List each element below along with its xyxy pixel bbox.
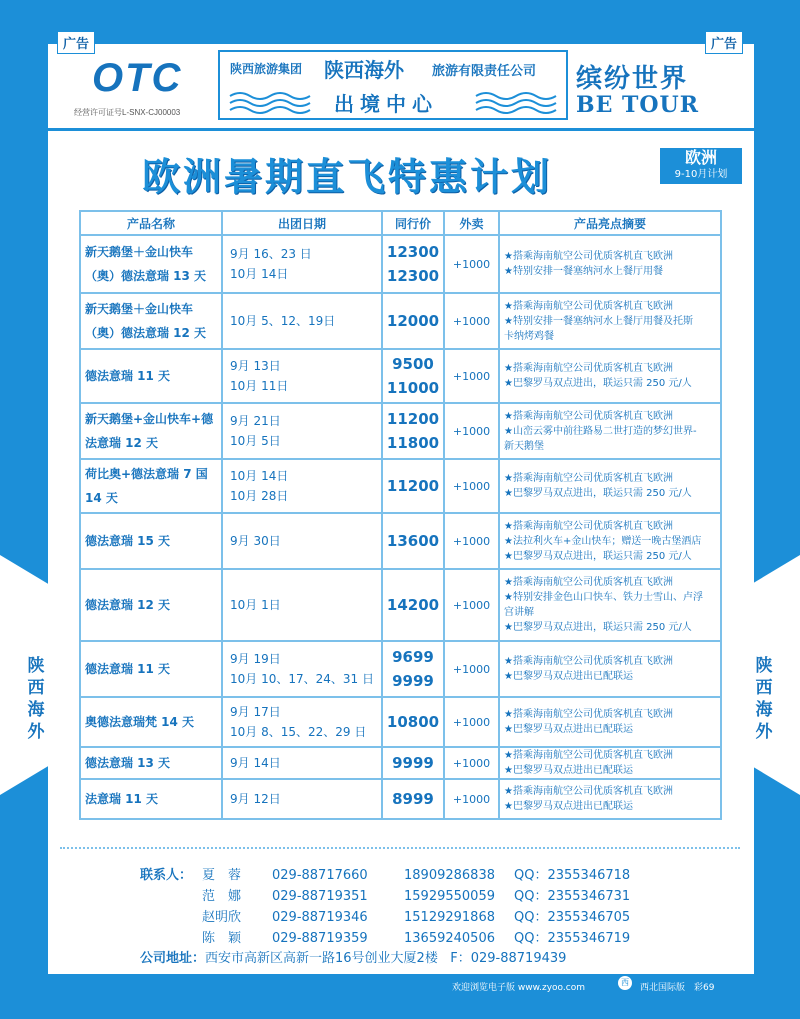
departure-dates-cell: [222, 403, 382, 459]
product-name-cell: 德法意瑞 15 天: [80, 513, 222, 569]
header-divider: [48, 128, 754, 131]
retail-markup-cell: +1000: [444, 349, 499, 403]
contact-row: [140, 906, 654, 925]
highlight-line: ★巴黎罗马双点进出，联运只需 250 元/人: [504, 378, 692, 389]
departure-date: 10月 11日: [230, 379, 289, 393]
highlight-line: ★巴黎罗马双点进出，联运只需 250 元/人: [504, 550, 692, 562]
contact-mobile: 13659240506: [404, 931, 495, 946]
table-row: [80, 349, 721, 403]
departure-date: 9月 17日: [230, 705, 281, 719]
region-badge: [660, 148, 742, 184]
departure-date: 9月 19日: [230, 652, 281, 666]
retail-markup-cell: +1000: [444, 235, 499, 293]
departure-date: 9月 12日: [230, 792, 281, 806]
table-row: [80, 513, 721, 569]
trade-price-cell: [382, 641, 444, 697]
trade-price-cell: [382, 235, 444, 293]
product-name-cell: 新天鹅堡＋金山快车（奥）德法意瑞 12 天: [80, 293, 222, 349]
highlights-cell: [499, 235, 721, 293]
departure-dates-cell: [222, 641, 382, 697]
trade-price: 14200: [386, 596, 440, 614]
company-name: 旅游有限责任公司: [432, 64, 537, 79]
contact-mobile: 15129291868: [404, 910, 495, 925]
contact-name: 赵明欣: [202, 910, 242, 925]
highlight-line: ★搭乘海南航空公司优质客机直飞欧洲: [504, 520, 673, 532]
highlights-cell: [499, 403, 721, 459]
highlights-cell: [499, 459, 721, 513]
highlight-line: ★巴黎罗马双点进出，联运只需 250 元/人: [504, 622, 692, 633]
wave-icon-left: [228, 88, 318, 116]
group-name: 陕西旅游集团: [230, 62, 303, 76]
departure-dates-cell: [222, 569, 382, 641]
contact-name: 夏 蓉: [202, 868, 242, 883]
highlights-cell: [499, 293, 721, 349]
highlights-cell: [499, 569, 721, 641]
product-name-cell: 新天鹅堡+金山快车+德法意瑞 12 天: [80, 403, 222, 459]
contact-phone: 029-88717660: [272, 868, 368, 883]
highlight-line: ★搭乘海南航空公司优质客机直飞欧洲: [504, 656, 673, 667]
trade-price-cell: [382, 403, 444, 459]
departure-date: 9月 14日: [230, 756, 281, 770]
product-name-cell: 德法意瑞 13 天: [80, 747, 222, 779]
tour-plan-table: [79, 210, 722, 820]
product-name-cell: 新天鹅堡＋金山快车（奥）德法意瑞 13 天: [80, 235, 222, 293]
highlight-line: ★搭乘海南航空公司优质客机直飞欧洲: [504, 363, 673, 374]
contact-name: 陈 颖: [202, 931, 242, 946]
table-row: [80, 403, 721, 459]
table-row: [80, 569, 721, 641]
retail-markup-cell: +1000: [444, 569, 499, 641]
contact-phone: 029-88719346: [272, 910, 368, 925]
trade-price-cell: [382, 293, 444, 349]
col-header-retail: 外卖: [444, 211, 499, 235]
product-name-cell: 法意瑞 11 天: [80, 779, 222, 819]
departure-date: 9月 30日: [230, 534, 281, 548]
retail-markup-cell: +1000: [444, 641, 499, 697]
be-tour-logo-cn: 缤纷世界: [576, 64, 689, 94]
trade-price-cell: [382, 349, 444, 403]
highlight-line: ★搭乘海南航空公司优质客机直飞欧洲: [504, 750, 673, 761]
northwest-logo-icon: 西: [618, 976, 632, 990]
col-header-price: 同行价: [382, 211, 444, 235]
highlight-line: ★搭乘海南航空公司优质客机直飞欧洲: [504, 709, 673, 720]
trade-price: 12000: [386, 312, 440, 330]
trade-price: 9999: [392, 672, 434, 690]
departure-dates-cell: [222, 235, 382, 293]
address-label: 公司地址：: [140, 951, 206, 966]
license-number: 经营许可证号L-SNX-CJ00003: [74, 108, 181, 117]
trade-price-cell: [382, 459, 444, 513]
retail-markup-cell: +1000: [444, 697, 499, 747]
footer-website: 欢迎浏览电子版 www.zyoo.com: [452, 983, 585, 993]
col-header-highlights: 产品亮点摘要: [499, 211, 721, 235]
highlight-line: ★搭乘海南航空公司优质客机直飞欧洲: [504, 251, 673, 262]
trade-price: 10800: [386, 713, 440, 731]
departure-date: 10月 28日: [230, 489, 289, 503]
table-row: [80, 697, 721, 747]
retail-markup-cell: +1000: [444, 513, 499, 569]
contact-phone: 029-88719359: [272, 931, 368, 946]
brand-name: 陕西海外: [324, 58, 404, 82]
table-row: [80, 641, 721, 697]
company-address: [140, 947, 566, 966]
col-header-product: 产品名称: [80, 211, 222, 235]
departure-date: 10月 5日: [230, 434, 281, 448]
table-row: [80, 779, 721, 819]
departure-dates-cell: [222, 459, 382, 513]
trade-price: 11800: [386, 434, 440, 452]
otc-logo: OTC: [92, 56, 183, 100]
highlight-line: ★特别安排金色山口快车、铁力士雪山、卢浮: [504, 592, 703, 603]
contact-phone: 029-88719351: [272, 889, 368, 904]
highlight-line: 宫讲解: [504, 607, 534, 618]
contact-qq: QQ：2355346705: [514, 910, 631, 925]
departure-date: 10月 14日: [230, 469, 289, 483]
contact-mobile: 18909286838: [404, 868, 495, 883]
highlight-line: ★巴黎罗马双点进出已配联运: [504, 801, 633, 812]
highlight-line: ★搭乘海南航空公司优质客机直飞欧洲: [504, 300, 673, 312]
highlight-line: ★搭乘海南航空公司优质客机直飞欧洲: [504, 410, 673, 422]
highlight-line: ★搭乘海南航空公司优质客机直飞欧洲: [504, 786, 673, 797]
highlight-line: ★巴黎罗马双点进出已配联运: [504, 765, 633, 776]
agency-header-box: [218, 50, 568, 120]
departure-dates-cell: [222, 349, 382, 403]
trade-price: 8999: [392, 790, 434, 808]
product-name-cell: 德法意瑞 11 天: [80, 349, 222, 403]
departure-date: 10月 10、17、24、31 日: [230, 672, 374, 686]
trade-price: 12300: [386, 267, 440, 285]
retail-markup-cell: +1000: [444, 293, 499, 349]
departure-dates-cell: [222, 513, 382, 569]
contact-row: [140, 885, 654, 904]
retail-markup-cell: +1000: [444, 459, 499, 513]
highlight-line: 卡纳烤鸡餐: [504, 330, 554, 342]
footer-divider: [60, 847, 740, 849]
departure-date: 10月 1日: [230, 598, 281, 612]
table-row: [80, 235, 721, 293]
trade-price: 11200: [386, 477, 440, 495]
col-header-dates: 出团日期: [222, 211, 382, 235]
table-body: [80, 235, 721, 819]
trade-price: 13600: [386, 532, 440, 550]
table-row: [80, 747, 721, 779]
footer-edition: 西北国际版 彩69: [640, 983, 715, 993]
departure-dates-cell: [222, 747, 382, 779]
highlight-line: ★山峦云雾中前往路易二世打造的梦幻世界-: [504, 425, 697, 437]
trade-price: 9699: [392, 648, 434, 666]
contact-qq: QQ：2355346718: [514, 868, 631, 883]
highlight-line: ★法拉利火车+金山快车；赠送一晚古堡酒店: [504, 535, 702, 547]
table-row: [80, 293, 721, 349]
contact-name: 范 娜: [202, 889, 242, 904]
trade-price-cell: [382, 747, 444, 779]
side-label-left: 陕 西 海 外: [27, 656, 45, 742]
departure-date: 10月 14日: [230, 267, 289, 281]
contact-mobile: 15929550059: [404, 889, 495, 904]
retail-markup-cell: +1000: [444, 779, 499, 819]
departure-date: 9月 16、23 日: [230, 247, 312, 261]
trade-price: 9999: [392, 754, 434, 772]
side-label-right: 陕 西 海 外: [755, 656, 773, 742]
highlight-line: ★特别安排一餐塞纳河水上餐厅用餐: [504, 266, 663, 277]
highlights-cell: [499, 513, 721, 569]
ad-label-right: 广告: [705, 31, 743, 54]
highlight-line: ★巴黎罗马双点进出已配联运: [504, 724, 633, 735]
retail-markup-cell: +1000: [444, 403, 499, 459]
department-name: 出境中心: [334, 92, 438, 116]
contact-row: [140, 927, 654, 946]
page-title: 欧洲暑期直飞特惠计划: [142, 155, 553, 199]
product-name-cell: 德法意瑞 12 天: [80, 569, 222, 641]
highlights-cell: [499, 697, 721, 747]
trade-price-cell: [382, 513, 444, 569]
address-value: 西安市高新区高新一路16号创业大厦2楼: [205, 951, 438, 966]
highlight-line: ★特别安排一餐塞纳河水上餐厅用餐及托斯: [504, 315, 693, 327]
fax-number: F：029-88719439: [450, 951, 567, 966]
contact-qq: QQ：2355346719: [514, 931, 631, 946]
highlights-cell: [499, 747, 721, 779]
contact-label: 联系人：: [140, 868, 193, 883]
highlight-line: 新天鹅堡: [504, 440, 544, 452]
highlights-cell: [499, 349, 721, 403]
trade-price-cell: [382, 779, 444, 819]
departure-date: 9月 21日: [230, 414, 281, 428]
departure-date: 9月 13日: [230, 359, 281, 373]
highlight-line: ★搭乘海南航空公司优质客机直飞欧洲: [504, 473, 673, 484]
region-name: 欧洲: [684, 148, 717, 167]
departure-dates-cell: [222, 779, 382, 819]
trade-price-cell: [382, 697, 444, 747]
highlights-cell: [499, 641, 721, 697]
contact-qq: QQ：2355346731: [514, 889, 631, 904]
be-tour-logo-en: BE TOUR: [576, 92, 700, 118]
highlight-line: ★巴黎罗马双点进出，联运只需 250 元/人: [504, 488, 692, 499]
departure-dates-cell: [222, 293, 382, 349]
product-name-cell: 德法意瑞 11 天: [80, 641, 222, 697]
product-name-cell: 奥德法意瑞梵 14 天: [80, 697, 222, 747]
product-name-cell: 荷比奥+德法意瑞 7 国 14 天: [80, 459, 222, 513]
table-row: [80, 459, 721, 513]
trade-price: 9500: [392, 355, 434, 373]
retail-markup-cell: +1000: [444, 747, 499, 779]
ad-label-left: 广告: [57, 31, 95, 54]
table-header-row: [80, 211, 721, 235]
highlight-line: ★搭乘海南航空公司优质客机直飞欧洲: [504, 577, 673, 588]
region-plan: 9-10月计划: [674, 169, 728, 180]
trade-price: 11200: [386, 410, 440, 428]
departure-date: 10月 8、15、22、29 日: [230, 725, 367, 739]
departure-dates-cell: [222, 697, 382, 747]
contact-row: [140, 864, 654, 883]
highlights-cell: [499, 779, 721, 819]
trade-price-cell: [382, 569, 444, 641]
trade-price: 11000: [386, 379, 440, 397]
highlight-line: ★巴黎罗马双点进出已配联运: [504, 671, 633, 682]
trade-price: 12300: [386, 243, 440, 261]
departure-date: 10月 5、12、19日: [230, 314, 336, 328]
wave-icon-right: [468, 88, 558, 116]
